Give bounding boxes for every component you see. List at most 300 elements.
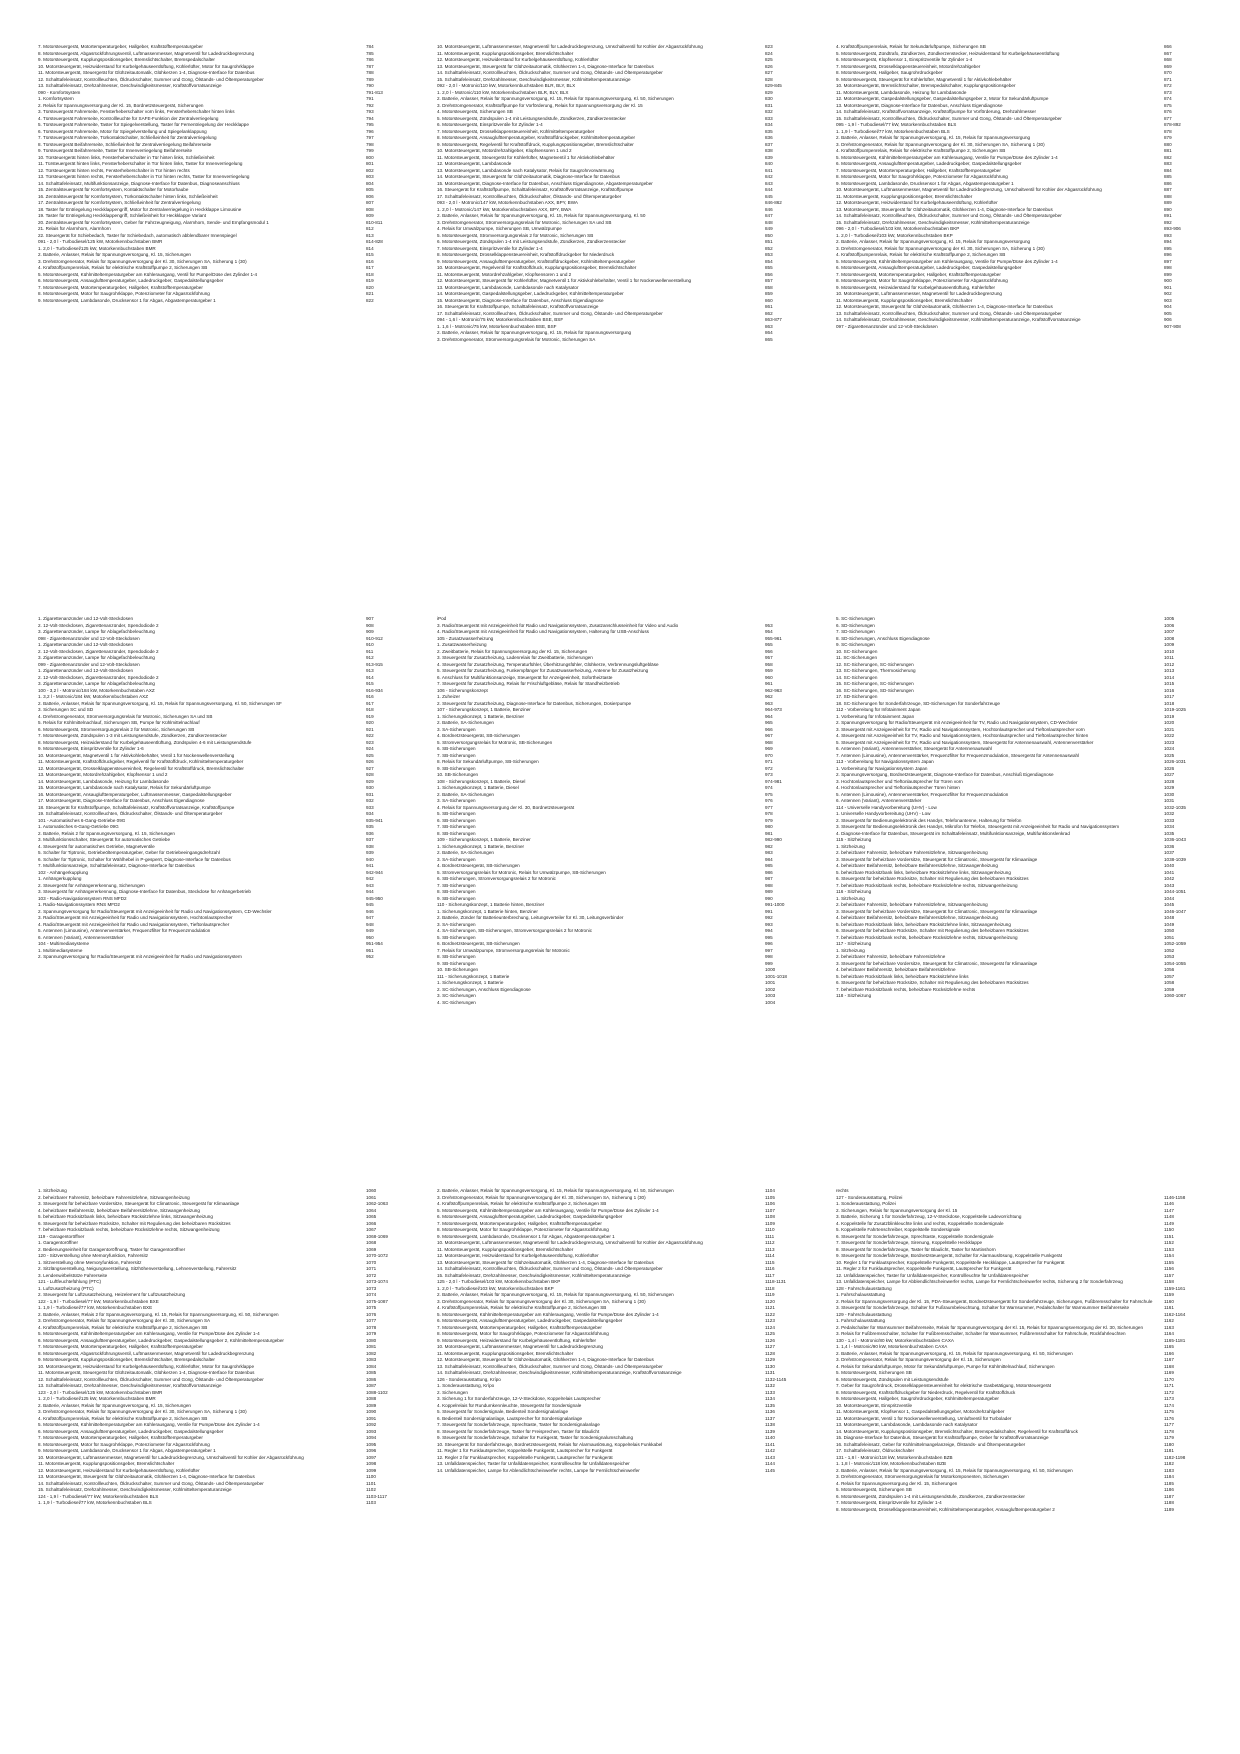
- entry-title: 12. Schalttafeleinsatz, Kontrollleuchten, Öldruckschalter, Summer und Gong, Ölstands- und Öltemperaturgeber: [38, 1376, 264, 1382]
- entry-title: 2. Batterie, Anlasser, Relais für Spannungsversorgung, Kl. 15, Relais für Spannungsversorgung: [836, 239, 1031, 244]
- entry-title: 4. Koppelstelle für Zusatzblinkleuchte links und rechts, Koppelstelle Sondersignale: [836, 1220, 1004, 1226]
- entry-title: 121 - Luftfeuchtefühlung (PTC): [38, 1279, 102, 1284]
- entry-page: 850: [765, 232, 773, 238]
- entry-page: 1073: [366, 1285, 377, 1291]
- entry-page: 992: [765, 915, 773, 920]
- entry-title: 13. Motorsteuergerät, Lambdasonde, Lambdasonde nach Katalysator: [836, 1422, 978, 1427]
- entry-page: 1036: [1164, 843, 1175, 849]
- index-entry: [836, 324, 1208, 331]
- entry-title: 122 - 1,9 l - Turbodiesel/77 kW, Motorkennbuchstaben BXE: [38, 1298, 159, 1304]
- entry-page: 1153: [1164, 1246, 1174, 1252]
- entry-page: 1103-1117: [366, 1493, 387, 1499]
- entry-page: 854: [765, 258, 773, 264]
- entry-page: 1107: [765, 1207, 775, 1213]
- entry-page: 961: [765, 681, 773, 686]
- entry-title: 9. Motorsteuergerät, Lambdasonde, Drucksensor 1 für Abgas, Abgastemperaturgeber 1: [437, 1233, 615, 1239]
- entry-page: 982-990: [765, 837, 782, 842]
- entry-title: 11. Motorsteuergerät, Kupplungspositionsgeber, Bremslichtschalter: [437, 1350, 574, 1356]
- entry-title: 1. Sicherungskonzept, 1 Batterie hinten, Benziner: [437, 908, 538, 914]
- entry-page: 1019-1025: [1164, 707, 1186, 712]
- entry-page: 859: [765, 291, 773, 296]
- entry-title: 1. Sicherungskonzept, 1 Batterie: [437, 980, 504, 985]
- entry-title: 21. Relais für Alarmhorn, Alarmhorn: [38, 226, 111, 231]
- entry-page: 836: [765, 135, 773, 140]
- entry-title: 6. Steuergerät für beheizbare Rücksitze, Schalter mit Regulierung des beheizbaren Rücksitzes: [836, 928, 1029, 933]
- entry-page: 1077: [366, 1318, 377, 1323]
- entry-title: 2. Bedienungseinheit für Garagentoröffnung, Taster für Garagentoröffner: [38, 1246, 186, 1252]
- entry-title: 3. Sicherungen SC und SD: [38, 707, 94, 712]
- entry-page: 1132: [765, 1383, 775, 1388]
- entry-title: 7. beheizbare Rücksitzbank rechts, beheizbare Rücksitzlehne rechts: [836, 986, 976, 992]
- entry-page: 893: [1164, 232, 1172, 238]
- entry-title: 9. Motorsteuergerät, Heizwiderstand für Kurbelgehäuseentlüftung, Kühlerlüfter: [437, 1337, 597, 1343]
- entry-title: 106 - Sicherungskonzept: [437, 687, 488, 693]
- entry-title: 3. Steuergerät für beheizbare Vordersitze, Steuergerät für Climatronic, Steuergerät für Klimaanlage: [836, 908, 1038, 914]
- entry-page: 815: [366, 252, 374, 257]
- entry-title: 13. Türsteuergerät hinten rechts, Fensterheberschalter in Tür hinten rechts, Taster für Innenverriegelung: [38, 174, 250, 179]
- entry-page: 1079: [366, 1331, 377, 1336]
- entry-page: 886: [1164, 180, 1172, 186]
- entry-title: 10. Motorsteuergerät, Luftmassenmesser, Magnetventil für Ladedruckbegrenzung, Umschaltventil für Kühler der Abgasrückführung: [437, 1240, 703, 1245]
- entry-title: 7. SB-Sicherungen: [437, 752, 476, 758]
- entry-title: 15. Motorsteuergerät, Lambdasonde nach Katalysator, Relais für Sekundärluftpumpe: [38, 785, 211, 790]
- entry-page: 1135: [765, 1402, 775, 1408]
- entry-page: 1022: [1164, 733, 1175, 738]
- entry-title: 12. Motorsteuergerät, Lambdasonde: [437, 161, 512, 166]
- entry-title: 3. SA-Sicherungen: [437, 921, 476, 927]
- entry-page: 848: [765, 219, 773, 225]
- entry-title: 14. Motorsteuergerät, Gaspedalstellungsgeber, Ladedruckgeber, Kühlmitteltemperaturgeber: [437, 291, 624, 296]
- entry-title: 10. Motorsteuergerät, Luftmassenmesser, Magnetventil für Ladedruckbegrenzung: [437, 1344, 603, 1349]
- entry-title: 13. Schalttafeleinsatz, Drehzahlmesser, Geschwindigkeitsmesser, Kraftstoffvorratsanzeige: [38, 83, 222, 88]
- entry-title: 3. Drehstromgenerator, Relais für Spannungsversorgung der Kl. 30, Sicherungen SA, Sicherung 1 (30): [437, 1298, 646, 1304]
- entry-page: 1081: [366, 1344, 377, 1349]
- entry-title: 4. Bordnetzsteuergerät, SB-Sicherungen: [437, 863, 520, 868]
- entry-page: 1062-1063: [366, 1201, 388, 1206]
- entry-title: 7. beheizbare Rücksitzbank rechts, beheizbare Rücksitzlehne rechts, Sitzwangenheizung: [38, 1227, 220, 1232]
- entry-title: 103 - Radio-Navigationssystem RNS MFD2: [38, 895, 127, 901]
- entry-page: 867: [1164, 50, 1172, 56]
- entry-title: 9. Motorsteuergerät, Steuergerät für Kühlerlüfter, Magnetventil 1 für Aktivkohlebehälter: [836, 76, 1012, 82]
- entry-title: 5. Motorsteuergerät, Kühlmitteltemperaturgeber am Kühlerausgang, Ventile für Pumpe/Düse des Zylinder 1-4: [38, 1331, 260, 1336]
- entry-page: 1168: [1164, 1363, 1174, 1369]
- entry-page: 1121: [765, 1305, 775, 1310]
- entry-page: 852: [765, 245, 773, 251]
- entry-page: 1099: [366, 1467, 377, 1473]
- entry-title: 7. Motorsteuergerät, Einspritzventile für Zylinder 1-4: [836, 1500, 942, 1505]
- entry-page: 1165: [1164, 1344, 1174, 1349]
- entry-page: 922: [366, 733, 374, 738]
- entry-title: 10. Motorsteuergerät, Luftmassenmesser, Magnetventil für Ladedruckbegrenzung, Umschaltventil für Kühler der Abgasrückführung: [38, 1454, 304, 1460]
- entry-title: 11. Motorsteuergerät, Steuergerät für Glühzeitautomatik, Glühkerzen 1-4, Diagnose-Interface für Datenbus: [38, 70, 255, 75]
- entry-page: 1110: [765, 1227, 775, 1232]
- entry-title: 3. Steuergerät für beheizbare Vordersitze, Steuergerät für Climatronic, Steuergerät für Klimaanlage: [836, 960, 1038, 966]
- entry-title: 14. Unfalldatenspeicher, Lampe für Ablendlichtscheinwerfer rechts, Lampe für Fernlichtscheinwerfer: [437, 1467, 640, 1473]
- entry-page: 1172: [1164, 1389, 1174, 1395]
- entry-title: 13. Motorsteuergerät, Steuergerät für Glühzeitautomatik, Glühkerzen 1-4, Diagnose-Interface für Datenbus: [836, 206, 1053, 212]
- entry-title: 16. Schalttafeleinsatz, Geber für Kühlmittelmangelanzeige, Ölstands- und Öltemperaturgeber: [836, 1441, 1026, 1447]
- entry-page: 917: [366, 700, 374, 706]
- entry-page: 819: [366, 278, 374, 283]
- entry-page: 921: [366, 726, 374, 732]
- entry-title: 12. Regler 2 für Funklautsprecher, Koppelstelle Funkgerät, Lautsprecher für Funkgerät: [437, 1454, 613, 1460]
- entry-title: 4. Relais für Spannungsversorgung der Kl. 15, Sicherungen: [836, 1480, 958, 1486]
- entry-page: 1040: [1164, 863, 1175, 868]
- entry-page: 1075: [366, 1305, 377, 1310]
- entry-title: 2. 12-Volt-Steckdosen, Zigarettenanzünder, Spendodiode 2: [38, 674, 159, 680]
- entry-title: 126 - Sonderausstattung, Krípo: [437, 1376, 501, 1382]
- entry-title: 15. Motorsteuergerät, Diagnose-Interface für Datenbus, Anschluss Eigendiagnose, Abgastemperaturgeber: [437, 180, 653, 186]
- entry-title: 13. Motorsteuergerät, Lambdasonde, Lambdasonde nach Katalysator: [437, 284, 579, 290]
- entry-page: 1173: [1164, 1396, 1174, 1401]
- entry-title: 11. Motorsteuergerät, Kupplungspositionsgeber, Bremslichtschalter: [437, 1246, 574, 1252]
- entry-title: 097 - Zigarettenanzünder und 12-Volt-Steckdosen: [836, 323, 938, 329]
- entry-title: 129 - Fahrschulausstattung: [836, 1311, 892, 1317]
- entry-title: 10. SB-Sicherungen: [437, 772, 479, 777]
- entry-page: 972: [765, 765, 773, 771]
- entry-page: 960: [765, 674, 773, 680]
- entry-title: 17. Motorsteuergerät, Diagnose-Interface für Datenbus, Anschluss Eigendiagnose: [38, 798, 205, 803]
- entry-title: 1. Zigarettenanzünder und 12-Volt-Steckdosen: [38, 668, 133, 673]
- entry-title: 1. 2,0 l - Turbodiesel/103 kW, Motorkennbuchstaben BKP: [437, 1285, 554, 1291]
- entry-page: 1125: [765, 1331, 775, 1336]
- entry-title: 2. Batterie, Anlasser, Relais für Spannungsversorgung, Kl. 15, Relais für Spannungsversorgung, Kl. 50, Sicherungen SF: [38, 700, 282, 706]
- entry-page: 947: [366, 915, 374, 920]
- entry-title: 13. Motorsteuergerät, Steuergerät für Glühzeitautomatik, Glühkerzen 1-4, Diagnose-Interface für Datenbus: [437, 63, 654, 69]
- entry-title: 17. Zentralsteuergerät für Komfortsystem, Schließeinheit für Zentralverriegelung: [38, 200, 201, 205]
- entry-title: 5. Stromversorgungsrelais für Motronic, SB-Sicherungen: [437, 739, 553, 745]
- entry-title: 4. Steuergerät mit Anzeigeeinheit für TV, Radio und Navigationssystem, Hochtonlautsprecher und Tieftonlautsprecher hinten: [836, 733, 1089, 738]
- entry-page: 895: [1164, 245, 1172, 251]
- entry-title: 3. Steuergerät für Zusatzheizung, Ladenrelais für Zweitbatterie, Sicherungen: [437, 655, 593, 660]
- entry-title: 10. Motorsteuergerät, Heizwiderstand für Kurbelgehäuseentlüftung, Kühlerlüfter, Motor für Saugrohrklappe: [38, 63, 255, 69]
- entry-title: 13. Schalttafeleinsatz, Kontrollleuchten, Öldruckschalter, Summer und Gong, Ölstands- und Öltemperaturgeber: [437, 1363, 663, 1369]
- entry-page: 1048: [1164, 915, 1175, 920]
- index-entry: [836, 1507, 1208, 1514]
- entry-title: 13. Motorsteuergerät, Diagnose-Interface für Datenbus, Anschluss Eigendiagnose: [836, 102, 1003, 108]
- entry-page: 1023: [1164, 739, 1175, 745]
- entry-title: 12. Motorsteuergerät, Steuergerät für Glühzeitautomatik, Glühkerzen 1-4, Diagnose-Interface für Datenbus: [836, 304, 1053, 309]
- entry-page: 1088: [366, 1396, 377, 1401]
- entry-page: 878: [1164, 128, 1172, 134]
- entry-page: 974: [765, 785, 773, 790]
- entry-page: 827: [765, 70, 773, 75]
- entry-page: 1111: [765, 1233, 775, 1239]
- entry-title: 10. Motorsteuergerät, Motordrehzahlgeber, Klopfsensoren 1 und 2: [437, 148, 572, 153]
- entry-page: 1096: [366, 1448, 377, 1453]
- entry-page: 1174: [1164, 1402, 1174, 1408]
- entry-page: 995: [765, 934, 773, 940]
- entry-page: 1185: [1164, 1480, 1174, 1486]
- entry-title: 14. Schalttafeleinsatz, Drehzahlmesser, Geschwindigkeitsmesser, Kühlmitteltemperaturanzeige, Kraftstoffvorratsanzeige: [836, 317, 1081, 322]
- entry-page: 912: [366, 655, 374, 660]
- entry-title: 8. SD-Sicherungen, Anschluss Eigendiagnose: [836, 635, 930, 641]
- entry-title: 3. Steuergerät mit Anzeigeeinheit für TV, Radio und Navigationssystem, Hochtonlautsprecher und Tieftonlautsprecher vorn: [836, 726, 1085, 732]
- index-entry: [38, 298, 410, 305]
- entry-page: 891: [1164, 213, 1172, 218]
- entry-page: 1049: [1164, 921, 1175, 927]
- entry-page: 935: [366, 824, 374, 829]
- entry-page: 808: [366, 206, 374, 212]
- entry-title: 3. Relais für Fußbremsschalter, Schalter für Fußbremsschalter, Schalter für Warnsummer, Fußbremsschalter für Fahrschule, Rückfahrleuchten: [836, 1331, 1126, 1336]
- entry-title: 5. beheizbare Rücksitzbank links, beheizbare Rücksitzlehne links: [836, 973, 969, 979]
- entry-title: 5. Steuergerät für Sondersignale, Bedienteil Sondersignalanlage: [437, 1409, 569, 1414]
- entry-title: 13. Motorsteuergerät, Motordrehzahlgeber, Klopfsensor 1 und 2: [38, 772, 168, 777]
- entry-page: 847: [765, 213, 773, 218]
- entry-page: 951: [366, 947, 374, 953]
- entry-title: 7. Motorsteuergerät, Motortemperaturgeber, Hallgeber, Kraftstofftemperaturgeber: [38, 284, 203, 290]
- entry-page: 1036-1043: [1164, 837, 1186, 842]
- entry-title: 7. Motorsteuergerät, Motortemperaturgeber, Hallgeber, Kraftstofftemperaturgeber: [437, 1324, 602, 1330]
- entry-page: 914: [366, 674, 374, 680]
- entry-page: 1031: [1164, 798, 1175, 803]
- entry-page: 849: [765, 226, 773, 231]
- entry-title: 5. Steuergerät mit Anzeigeeinheit für TV, Radio und Navigationssystem, Steuergerät für Antennenauswahl, Antennenverstärker: [836, 739, 1094, 745]
- index-column: [836, 616, 1208, 1006]
- entry-page: 935-941: [366, 817, 383, 823]
- entry-title: 6. SB-Sicherungen, Stromversorgungsrelais 2 für Motronic: [437, 876, 556, 881]
- entry-title: 2. Spannungsversorgung, Bordnetzsteuergerät, Diagnose-Interface für Datenbus, Anschluß Eigendiagnose: [836, 772, 1054, 777]
- entry-title: 12. Schalttafeleinsatz, Kontrollleuchten, Öldruckschalter, Summer und Gong, Ölstands- und Öltemperaturgeber: [38, 76, 264, 82]
- entry-page: 840: [765, 161, 773, 166]
- entry-title: 14. Schalttafeleinsatz, Multifunktionsanzeige, Diagnose-Interface für Datenbus, Diagnoseanschluss: [38, 180, 240, 186]
- entry-page: 929: [366, 778, 374, 784]
- entry-title: 9. SB-Sicherungen: [437, 895, 476, 901]
- entry-page: 945: [366, 902, 374, 907]
- entry-page: 971: [765, 759, 773, 764]
- entry-page: 939: [366, 850, 374, 855]
- entry-page: 881: [1164, 148, 1172, 153]
- entry-page: 949: [366, 928, 374, 933]
- entry-title: 4. beheizbarer Beifahrersitz, beheizbare Beifahrersitzlehne, Sitzwangenheizung: [836, 863, 998, 868]
- entry-title: 11. Regler 2 für Funklautsprecher, Koppelstelle Funkgerät, Lautsprecher für Funkgerät: [836, 1266, 1012, 1271]
- entry-title: 5. Türsteuergerät Fahrerseite, Taster für Spiegelverstellung, Taster für Fernentriegelung der Heckklappe: [38, 122, 249, 127]
- entry-title: 109 - Sicherungskonzept, 1 Batterie, Benziner: [437, 837, 531, 842]
- entry-page: 846-862: [765, 200, 782, 205]
- entry-title: 11. Motorsteuergerät, Lambdasonde, Heizung für Lambdasonde: [836, 89, 967, 95]
- entry-page: 851: [765, 239, 773, 244]
- entry-title: 3. Drehstromgenerator, Relais für Spannungsversorgung der Kl. 30, Sicherungen SA: [38, 1318, 211, 1323]
- entry-page: 882: [1164, 154, 1172, 160]
- entry-page: 787: [366, 63, 374, 69]
- entry-title: 4. Radio/Steuergerät mit Anzeigeeinheit für Radio und Navigationssystem, Tieftonlautsprecher: [38, 921, 230, 927]
- entry-title: 6. SD-Sicherungen: [836, 622, 875, 628]
- entry-title: 11. Motorsteuergerät, Kupplungspositionsgeber, Bremslichtschalter: [437, 50, 574, 56]
- entry-title: 10. Motorsteuergerät, Luftmassenmesser, Magnetventil für Ladedruckbegrenzung, Umschaltventil für Kühler der Abgasrückführung: [836, 187, 1102, 192]
- entry-title: 8. Steuergerät für Sonderfahrzeuge, Taster für Blaulicht, Taster für Martinshorn: [836, 1246, 996, 1252]
- entry-page: 1162: [1164, 1318, 1174, 1323]
- entry-page: 1051: [1164, 934, 1175, 940]
- entry-page: 833: [765, 115, 773, 121]
- entry-page: 1085: [366, 1370, 377, 1375]
- entry-title: 107 - Sicherungskonzept, 1 Batterie, Benziner: [437, 707, 531, 712]
- entry-page: 920: [366, 720, 374, 725]
- entry-page: 1010: [1164, 648, 1175, 654]
- entry-title: 117 - Sitzheizung: [836, 941, 872, 946]
- entry-page: 1145: [765, 1467, 775, 1473]
- entry-page: 1100: [366, 1474, 376, 1479]
- entry-title: 10. Steuergerät für Sonderfahrzeuge, Bordnetzsteuergerät, Relais für Alarmauslösung, Koppelrelais Funkkabel: [437, 1441, 663, 1447]
- entry-title: 8. Motorsteuergerät, Motor für Saugrohrklappe, Potenziometer für Abgasrückführung: [836, 174, 1008, 179]
- entry-title: 2. Batterie, Zünder für Batterieunterbrechung, Leitungsverteiler für Kl. 30, Leitungsverbinder: [437, 915, 624, 920]
- entry-page: 1001-1018: [765, 973, 787, 979]
- entry-page: 1162-1164: [1164, 1311, 1186, 1317]
- entry-page: 860: [765, 297, 773, 303]
- entry-page: 962-963: [765, 687, 782, 693]
- entry-page: 931: [366, 791, 374, 797]
- entry-title: 2. Batterie, SA-Sicherungen: [437, 791, 494, 797]
- entry-page: 1114: [765, 1253, 775, 1258]
- entry-page: 1119: [765, 1292, 775, 1297]
- entry-page: 1050: [1164, 928, 1175, 933]
- entry-title: 3. Zigarettenanzünder, Lampe für Ablagefachbeleuchtung: [38, 629, 155, 634]
- entry-title: 10. Türsteuergerät hinten links, Fensterheberschalter in Tür hinten links, Schließeinheit: [38, 154, 215, 160]
- entry-title: 3. Zigarettenanzünder, Lampe für Ablagefachbeleuchtung: [38, 681, 155, 686]
- entry-title: 16. Steuergerät für Kraftstoffpumpe, Schalttafeleinsatz, Kraftstoffvorratsanzeige, Kraftstoffpumpe: [437, 187, 634, 192]
- entry-title: 11. Motorsteuergerät, Steuergerät für Glühzeitautomatik, Glühkerzen 1-4, Diagnose-Interface für Datenbus: [38, 1370, 255, 1375]
- entry-page: 1086: [366, 1376, 377, 1382]
- entry-title: 1. Zigarettenanzünder und 12-Volt-Steckdosen: [38, 616, 133, 621]
- entry-page: 817: [366, 265, 374, 270]
- entry-title: 14. Motorsteuergerät, Kupplungspositionsgeber, Bremslichtschalter, Bremspedalschalter, Regelventil für Kraftstoffdruck: [836, 1428, 1078, 1434]
- entry-page: 828: [765, 76, 773, 82]
- entry-title: 9. Steuergerät für Sonderfahrzeuge, Bordnetzsteuergerät, Schalter für Alarmauslösung, Koppelstelle Funkgerät: [836, 1253, 1062, 1258]
- entry-title: 1. Multimediasysteme: [38, 947, 83, 953]
- entry-page: 945-950: [366, 895, 383, 901]
- entry-page: 1166: [1164, 1350, 1174, 1356]
- entry-title: 3. Steuergerät für Anhängererkennung, Diagnose-Interface für Datenbus, Steckdose für Anhängerbetrieb: [38, 889, 251, 894]
- entry-page: 1177: [1164, 1422, 1174, 1427]
- entry-page: 826: [765, 63, 773, 69]
- entry-page: 942: [366, 876, 374, 881]
- entry-title: 5. Motorsteuergerät, Sicherungen SB: [836, 1487, 912, 1492]
- entry-page: 792: [366, 102, 374, 108]
- entry-title: 6. Steuergerät für Sonderfahrzeuge, Sprechtaste, Koppelstelle Sondersignale: [836, 1233, 994, 1239]
- entry-page: 1144: [765, 1461, 775, 1466]
- entry-page: 1028: [1164, 778, 1175, 784]
- entry-title: 1. Zusatzwasserheizung: [437, 642, 487, 647]
- entry-page: 1057: [1164, 973, 1175, 979]
- entry-page: 1013: [1164, 668, 1175, 673]
- entry-title: 3. Drehstromgenerator, Stromversorgungsrelais für Motorkomponenten, Sicherungen: [836, 1474, 1009, 1479]
- entry-page: 981: [765, 830, 773, 836]
- entry-page: 1126: [765, 1337, 775, 1343]
- entry-title: 111 - Sicherungskonzept, 1 Batterie: [437, 973, 510, 979]
- entry-title: 4. Radio/Steuergerät mit Anzeigeeinheit für Radio und Navigationssystem, Halterung für USB-Anschluss: [437, 629, 649, 634]
- entry-title: 9. Motorsteuergerät, Lambdasonde, Drucksensor 1 für Abgas, Abgastemperaturgeber 1: [38, 297, 216, 303]
- entry-title: 2. beheizbarer Fahrersitz, beheizbare Fahrersitzlehne, Sitzwangenheizung: [836, 902, 988, 907]
- entry-title: 1. Luftzusatzheizung (PTC): [38, 1285, 94, 1291]
- entry-page: 1147: [1164, 1207, 1174, 1213]
- entry-page: 907: [366, 616, 374, 621]
- entry-title: 4. Diagnose-Interface für Datenbus, Steuergerät im Schalttafeleinsatz, Multifunktionsanzeige, Multifunktionslenkrad: [836, 830, 1070, 836]
- entry-title: 4. SA-Sicherungen, SB-Sicherungen, Stromversorgungsrelais 2 für Motronic: [437, 928, 592, 933]
- entry-page: 1113: [765, 1246, 775, 1252]
- entry-title: 4. Relais für Umwälzpumpe, Sicherungen SB, Umwälzpumpe: [437, 226, 562, 231]
- index-column: [437, 44, 809, 343]
- entry-page: 883: [1164, 161, 1172, 166]
- entry-page: 1117: [765, 1272, 775, 1278]
- entry-title: 125 - 2,0 l - Turbodiesel/103 kW, Motorkennbuchstaben BKP: [437, 1279, 561, 1284]
- entry-page: 1021: [1164, 726, 1175, 732]
- entry-title: 5. Stromversorgungsrelais für Motronic, Relais für Umwälzpumpe, SB-Sicherungen: [437, 869, 606, 875]
- entry-title: 8. Motorsteuergerät, Motor für Saugrohrklappe, Potenziometer für Abgasrückführung: [38, 1441, 210, 1447]
- entry-page: 887: [1164, 187, 1172, 192]
- entry-title: 114 - Universelle Handyvorbereitung (UHV) - Low: [836, 804, 937, 810]
- entry-page: 1042: [1164, 876, 1175, 881]
- entry-page: 904: [1164, 304, 1172, 309]
- entry-page: 1068: [366, 1240, 377, 1245]
- entry-title: 14. SC-Sicherungen: [836, 674, 878, 680]
- entry-title: 11. Motorsteuergerät, Motordrehzahlgeber, Klopfsensoren 1 und 2: [437, 271, 572, 277]
- entry-title: 4. Kraftstoffpumpenrelais, Relais für elektrische Kraftstoffpumpe 2, Sicherungen SB: [38, 1324, 208, 1330]
- entry-page: 1187: [1164, 1493, 1174, 1499]
- entry-title: 6. Antennen (Variant), Antennenverstärker: [38, 934, 124, 940]
- entry-page: 837: [765, 141, 773, 147]
- entry-title: 14. Motorsteuergerät, Steuergerät für Glühzeitautomatik, Diagnose-Interface für Datenbus: [437, 174, 620, 179]
- entry-title: 1. 1,6 l - Motronic/75 kW, Motorkennbuchstaben BSE, BSF: [437, 323, 557, 329]
- entry-page: 1130: [765, 1363, 775, 1369]
- entry-page: 1016: [1164, 687, 1175, 693]
- entry-title: 2. Spannungsversorgung für Radio/Steuergerät mit Anzeigeeinheit für Radio und Navigationssystem: [38, 954, 242, 959]
- entry-title: 5. Motorsteuergerät, Stromversorgungsrelais 2 für Motronic, Sicherungen SB: [437, 232, 594, 238]
- entry-page: 1146-1158: [1164, 1194, 1186, 1200]
- entry-title: 10. SB-Sicherungen: [437, 967, 479, 972]
- entry-page: 1151: [1164, 1233, 1174, 1239]
- entry-page: 831: [765, 102, 773, 108]
- entry-page: 956: [765, 648, 773, 654]
- entry-page: 801: [366, 161, 374, 166]
- entry-page: 903: [1164, 297, 1172, 303]
- entry-page: 954: [765, 629, 773, 634]
- entry-page: 832: [765, 109, 773, 114]
- entry-page: 1124: [765, 1324, 775, 1330]
- entry-title: 1. Sicherungskonzept, 1 Batterie, Diesel: [437, 785, 519, 790]
- entry-title: 4. Kraftstoffpumpenrelais, Relais für elektrische Kraftstoffpumpe 2, Sicherungen SB: [836, 148, 1006, 153]
- entry-page: 901: [1164, 284, 1172, 290]
- entry-page: 856: [765, 271, 773, 277]
- entry-title: 1. 2,0 l - Motronic/147 kW, Motorkennbuchstaben AXX, BPY, BWA: [437, 206, 572, 212]
- entry-page: 926: [366, 759, 374, 764]
- entry-page: 799: [366, 148, 374, 153]
- entry-page: 979: [765, 817, 773, 823]
- entry-title: 6. Antennen (Variant), Antennenverstärker: [836, 798, 922, 803]
- entry-title: 4. Relais für Sekundärluftpumpe, Motor für Sekundärluftpumpe, Pumpe für Kühlmittelnachlauf, Sicherungen: [836, 1363, 1055, 1369]
- entry-page: 1029: [1164, 785, 1175, 790]
- entry-page: 838: [765, 148, 773, 153]
- entry-page: 1182-1198: [1164, 1454, 1186, 1460]
- entry-title: 6. SB-Sicherungen: [437, 817, 476, 823]
- entry-title: 12. SC-Sicherungen, SC-Sicherungen: [836, 661, 914, 667]
- entry-title: 104 - Multimediasysteme: [38, 941, 90, 946]
- entry-page: 889: [1164, 200, 1172, 205]
- entry-title: 094 - 1,6 l - Motronic/75 kW, Motorkennbuchstaben BSE, BSF: [437, 317, 564, 322]
- entry-page: 862: [765, 310, 773, 316]
- entry-page: 1188: [1164, 1500, 1174, 1505]
- entry-title: 2. SC-Sicherungen, Anschluss Eigendiagnose: [437, 986, 531, 992]
- entry-title: 12. Motorsteuergerät, Drosselklappensteuereinheit, Regelventil für Kraftstoffdruck, Bremslichtschalter: [38, 765, 244, 771]
- entry-page: 1073-1074: [366, 1279, 388, 1284]
- entry-title: 7. Motorsteuergerät, Einspritzventile für Zylinder 1-4: [437, 245, 543, 251]
- entry-page: 1097: [366, 1454, 377, 1460]
- entry-page: 1131: [765, 1370, 775, 1375]
- entry-title: 3. SA-Sicherungen: [437, 726, 476, 732]
- entry-title: 7. Motorsteuergerät, Drosselklappensteuereinheit, Motordrehzahlgeber: [836, 63, 981, 69]
- entry-page: 1118: [765, 1285, 775, 1291]
- entry-page: 955-961: [765, 635, 782, 641]
- entry-page: 1035: [1164, 830, 1175, 836]
- entry-title: 8. Relais für Sekundärluftpumpe, SB-Sicherungen: [437, 759, 539, 764]
